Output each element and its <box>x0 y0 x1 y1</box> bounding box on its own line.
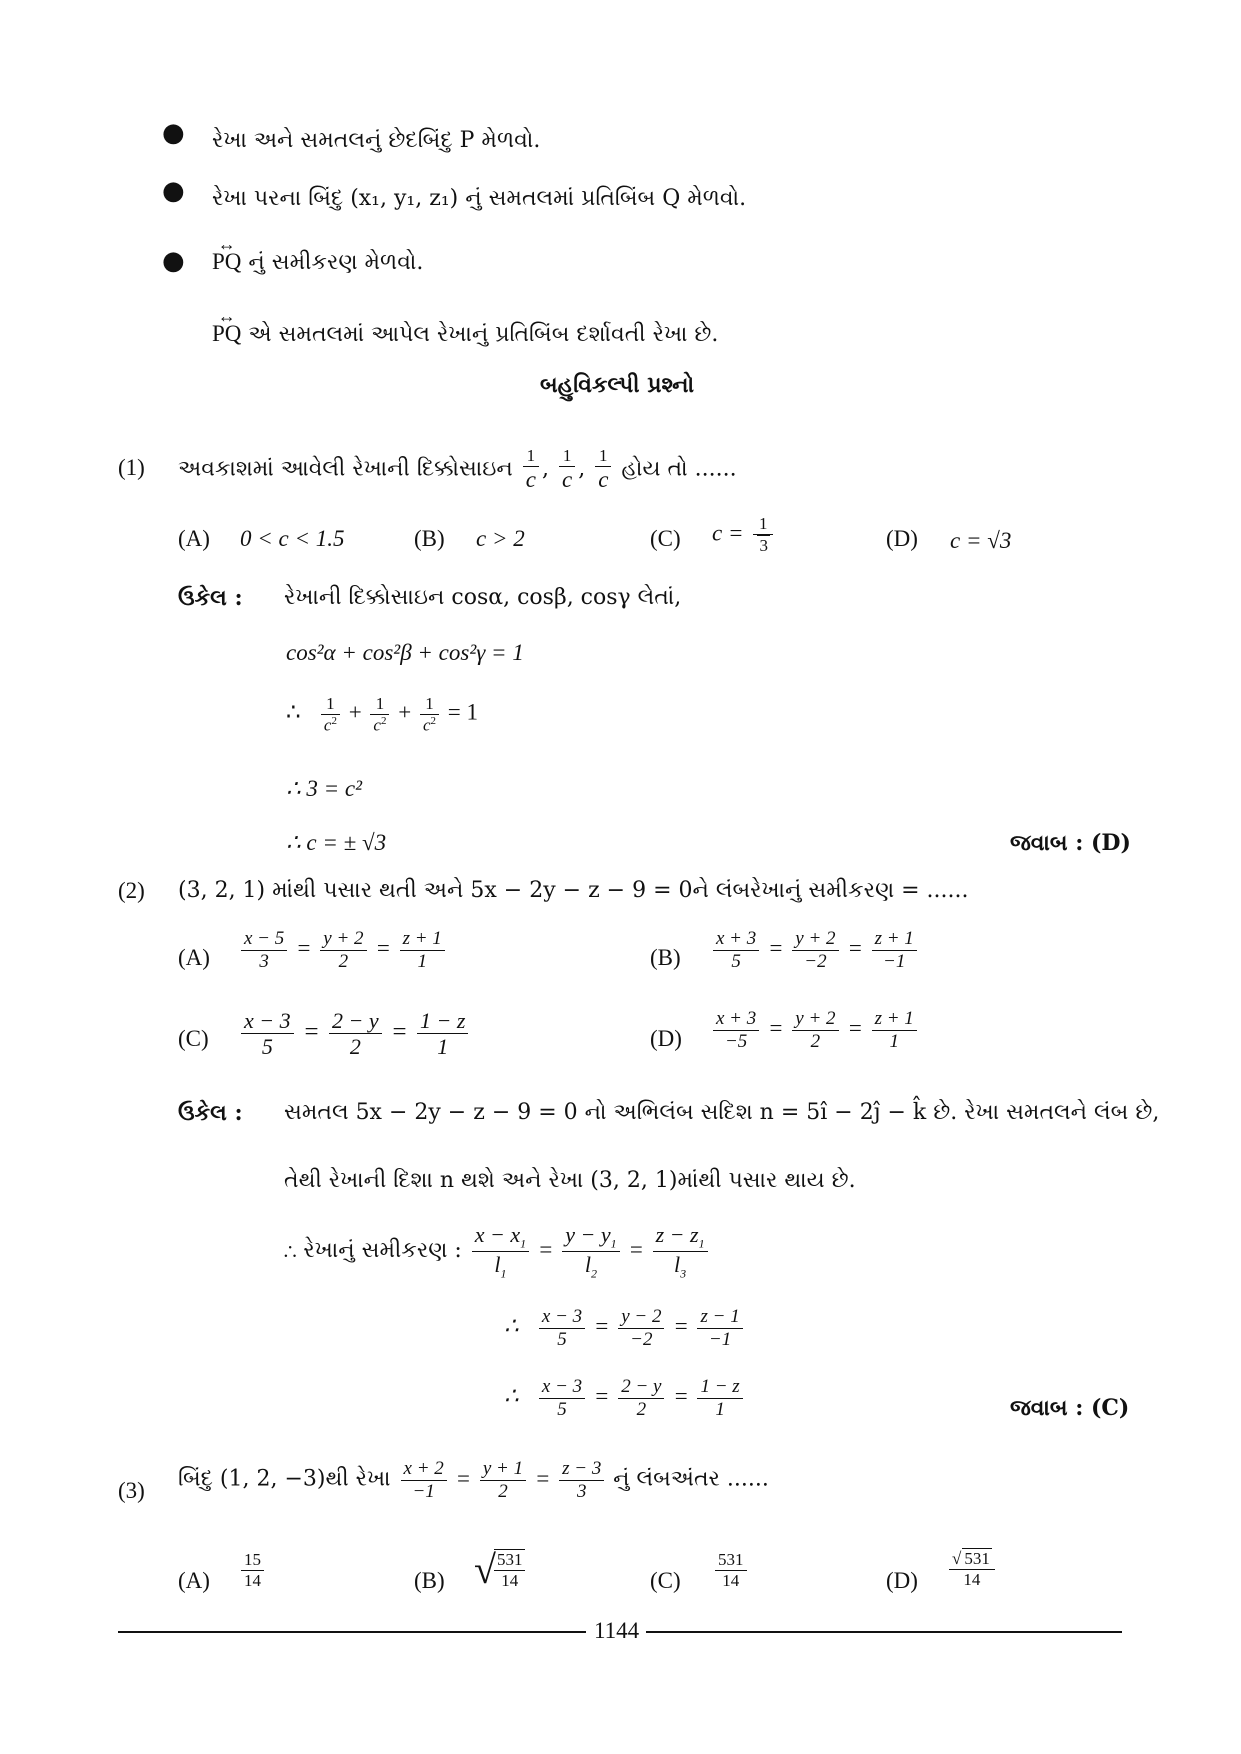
question-1-row: અવકાશમાં આવેલી રેખાની દિક્કોસાઇન $\frac{1}{c}$ , $\frac{1}{c}$ , $\frac{1}{c}$ હોય તો ...... <box>178 446 737 492</box>
solution-line: રેખાની દિક્કોસાઇન cosα, cosβ, cosγ લેતાં, <box>284 585 682 610</box>
option-label: (A) <box>178 945 210 970</box>
fraction: $\frac{1}{c}$ <box>559 446 575 493</box>
option-d-value: $\frac{x + 3}{-5}$ = $\frac{y + 2}{2}$ = $\frac{z + 1}{1}$ <box>710 1008 920 1053</box>
option-c-value: c = $\frac{1}{3}$ <box>712 514 776 555</box>
question-number: (3) <box>118 1478 145 1503</box>
option-label: (B) <box>414 526 445 551</box>
solution-line-fractions: ∴ $\frac{1}{c^2}$ + $\frac{1}{c^2}$ + $\frac{1}{c^2}$ = 1 <box>286 694 478 735</box>
option-a-value: $\frac{15}{14}$ <box>238 1550 267 1590</box>
pq-vector-symbol: ↔ PQ <box>212 306 242 347</box>
pq-vector-symbol: ↔ PQ <box>212 234 242 275</box>
option-d-value: $\frac{√ 531}{14}$ <box>946 1548 998 1589</box>
bullet-dot: ● <box>162 246 185 276</box>
option-value: c = √3 <box>950 528 1012 553</box>
solution-line: ∴ 3 = c² <box>286 776 363 801</box>
option-b-value: $\frac{x + 3}{5}$ = $\frac{y + 2}{-2}$ = $\frac{z + 1}{-1}$ <box>710 928 920 973</box>
option-label: (D) <box>650 1026 682 1051</box>
solution-label: ઉકેલ : <box>178 585 243 611</box>
solution-line-equation: ∴ $\frac{x - 3}{5}$ = $\frac{y - 2}{-2}$ = $\frac{z - 1}{-1}$ <box>504 1306 746 1351</box>
solution-line: તેથી રેખાની દિશા n થશે અને રેખા (3, 2, 1)માંથી પસાર થાય છે. <box>284 1168 856 1193</box>
option-label: (A) <box>178 526 210 551</box>
bullet-dot: ● <box>162 118 185 148</box>
bullet-3-row <box>212 236 423 275</box>
bullet-text-3: નું સમીકરણ મેળવો. <box>248 250 424 276</box>
fraction: $\frac{1}{c}$ <box>595 446 611 493</box>
question-3-row: બિંદુ (1, 2, −3)થી રેખા $\frac{x + 2}{-1}$ = $\frac{y + 1}{2}$ = $\frac{z - 3}{3}$ નું લંબઅંતર ...... <box>178 1458 769 1502</box>
answer-label: જવાબ : (D) <box>1010 830 1131 856</box>
option-value: 0 < c < 1.5 <box>240 526 345 551</box>
bullet-dot: ● <box>162 176 185 206</box>
solution-line: સમતલ 5x − 2y − z − 9 = 0 નો અભિલંબ સદિશ n = 5î − 2ĵ − k̂ છે. રેખા સમતલને લંબ છે, <box>284 1100 1160 1125</box>
option-label: (D) <box>886 1568 918 1593</box>
bullet-text-1: રેખા અને સમતલનું છેદબિંદુ P મેળવો. <box>212 128 541 153</box>
option-label: (D) <box>886 526 918 551</box>
option-c-value: $\frac{x - 3}{5}$ = $\frac{2 - y}{2}$ = $\frac{1 - z}{1}$ <box>238 1008 471 1060</box>
question-2-text: (3, 2, 1) માંથી પસાર થતી અને 5x − 2y − z − 9 = 0ને લંબરેખાનું સમીકરણ = ...... <box>178 878 969 903</box>
question-3-tail: નું લંબઅંતર ...... <box>613 1466 769 1492</box>
bullet-text-2: રેખા પરના બિંદુ (x₁, y₁, z₁) નું સમતલમાં પ્રતિબિંબ Q મેળવો. <box>212 186 747 211</box>
footer-rule-left <box>118 1631 586 1633</box>
answer-label: જવાબ : (C) <box>1010 1395 1130 1421</box>
option-label: (B) <box>414 1568 445 1593</box>
solution-label: ઉકેલ : <box>178 1100 243 1126</box>
solution-line: cos²α + cos²β + cos²γ = 1 <box>286 640 524 665</box>
solution-line: ∴ c = ± √3 <box>286 830 387 855</box>
option-b-value: √ $\frac{531}{14}$ <box>474 1546 528 1593</box>
section-heading: બહુવિકલ્પી પ્રશ્નો <box>540 372 695 398</box>
option-label: (C) <box>650 1568 681 1593</box>
page-number: 1144 <box>594 1618 640 1643</box>
option-c-value: $\frac{531}{14}$ <box>712 1550 750 1590</box>
option-label: (C) <box>178 1026 209 1051</box>
option-label: (B) <box>650 945 681 970</box>
option-value: c > 2 <box>476 526 525 551</box>
option-label: (C) <box>650 526 681 551</box>
question-1-tail: હોય તો ...... <box>621 456 737 482</box>
solution-line-equation: ∴ રેખાનું સમીકરણ : $\frac{x - x_1}{l_1}$ = $\frac{y - y_1}{l_2}$ = $\frac{z - z_1}{l_3}$ <box>284 1222 711 1281</box>
question-number: (1) <box>118 455 145 480</box>
fraction: $\frac{1}{c}$ <box>523 446 539 493</box>
pq-note-row <box>212 308 718 347</box>
footer-rule-right <box>646 1631 1122 1633</box>
question-3-text: બિંદુ (1, 2, −3)થી રેખા <box>178 1466 391 1492</box>
option-label: (A) <box>178 1568 210 1593</box>
option-a-value: $\frac{x - 5}{3}$ = $\frac{y + 2}{2}$ = $\frac{z + 1}{1}$ <box>238 928 448 973</box>
pq-note-text: એ સમતલમાં આપેલ રેખાનું પ્રતિબિંબ દર્શાવતી રેખા છે. <box>248 322 719 348</box>
solution-line-equation: ∴ $\frac{x - 3}{5}$ = $\frac{2 - y}{2}$ = $\frac{1 - z}{1}$ <box>504 1376 746 1421</box>
question-1-text: અવકાશમાં આવેલી રેખાની દિક્કોસાઇન <box>178 456 513 482</box>
question-number: (2) <box>118 878 145 903</box>
